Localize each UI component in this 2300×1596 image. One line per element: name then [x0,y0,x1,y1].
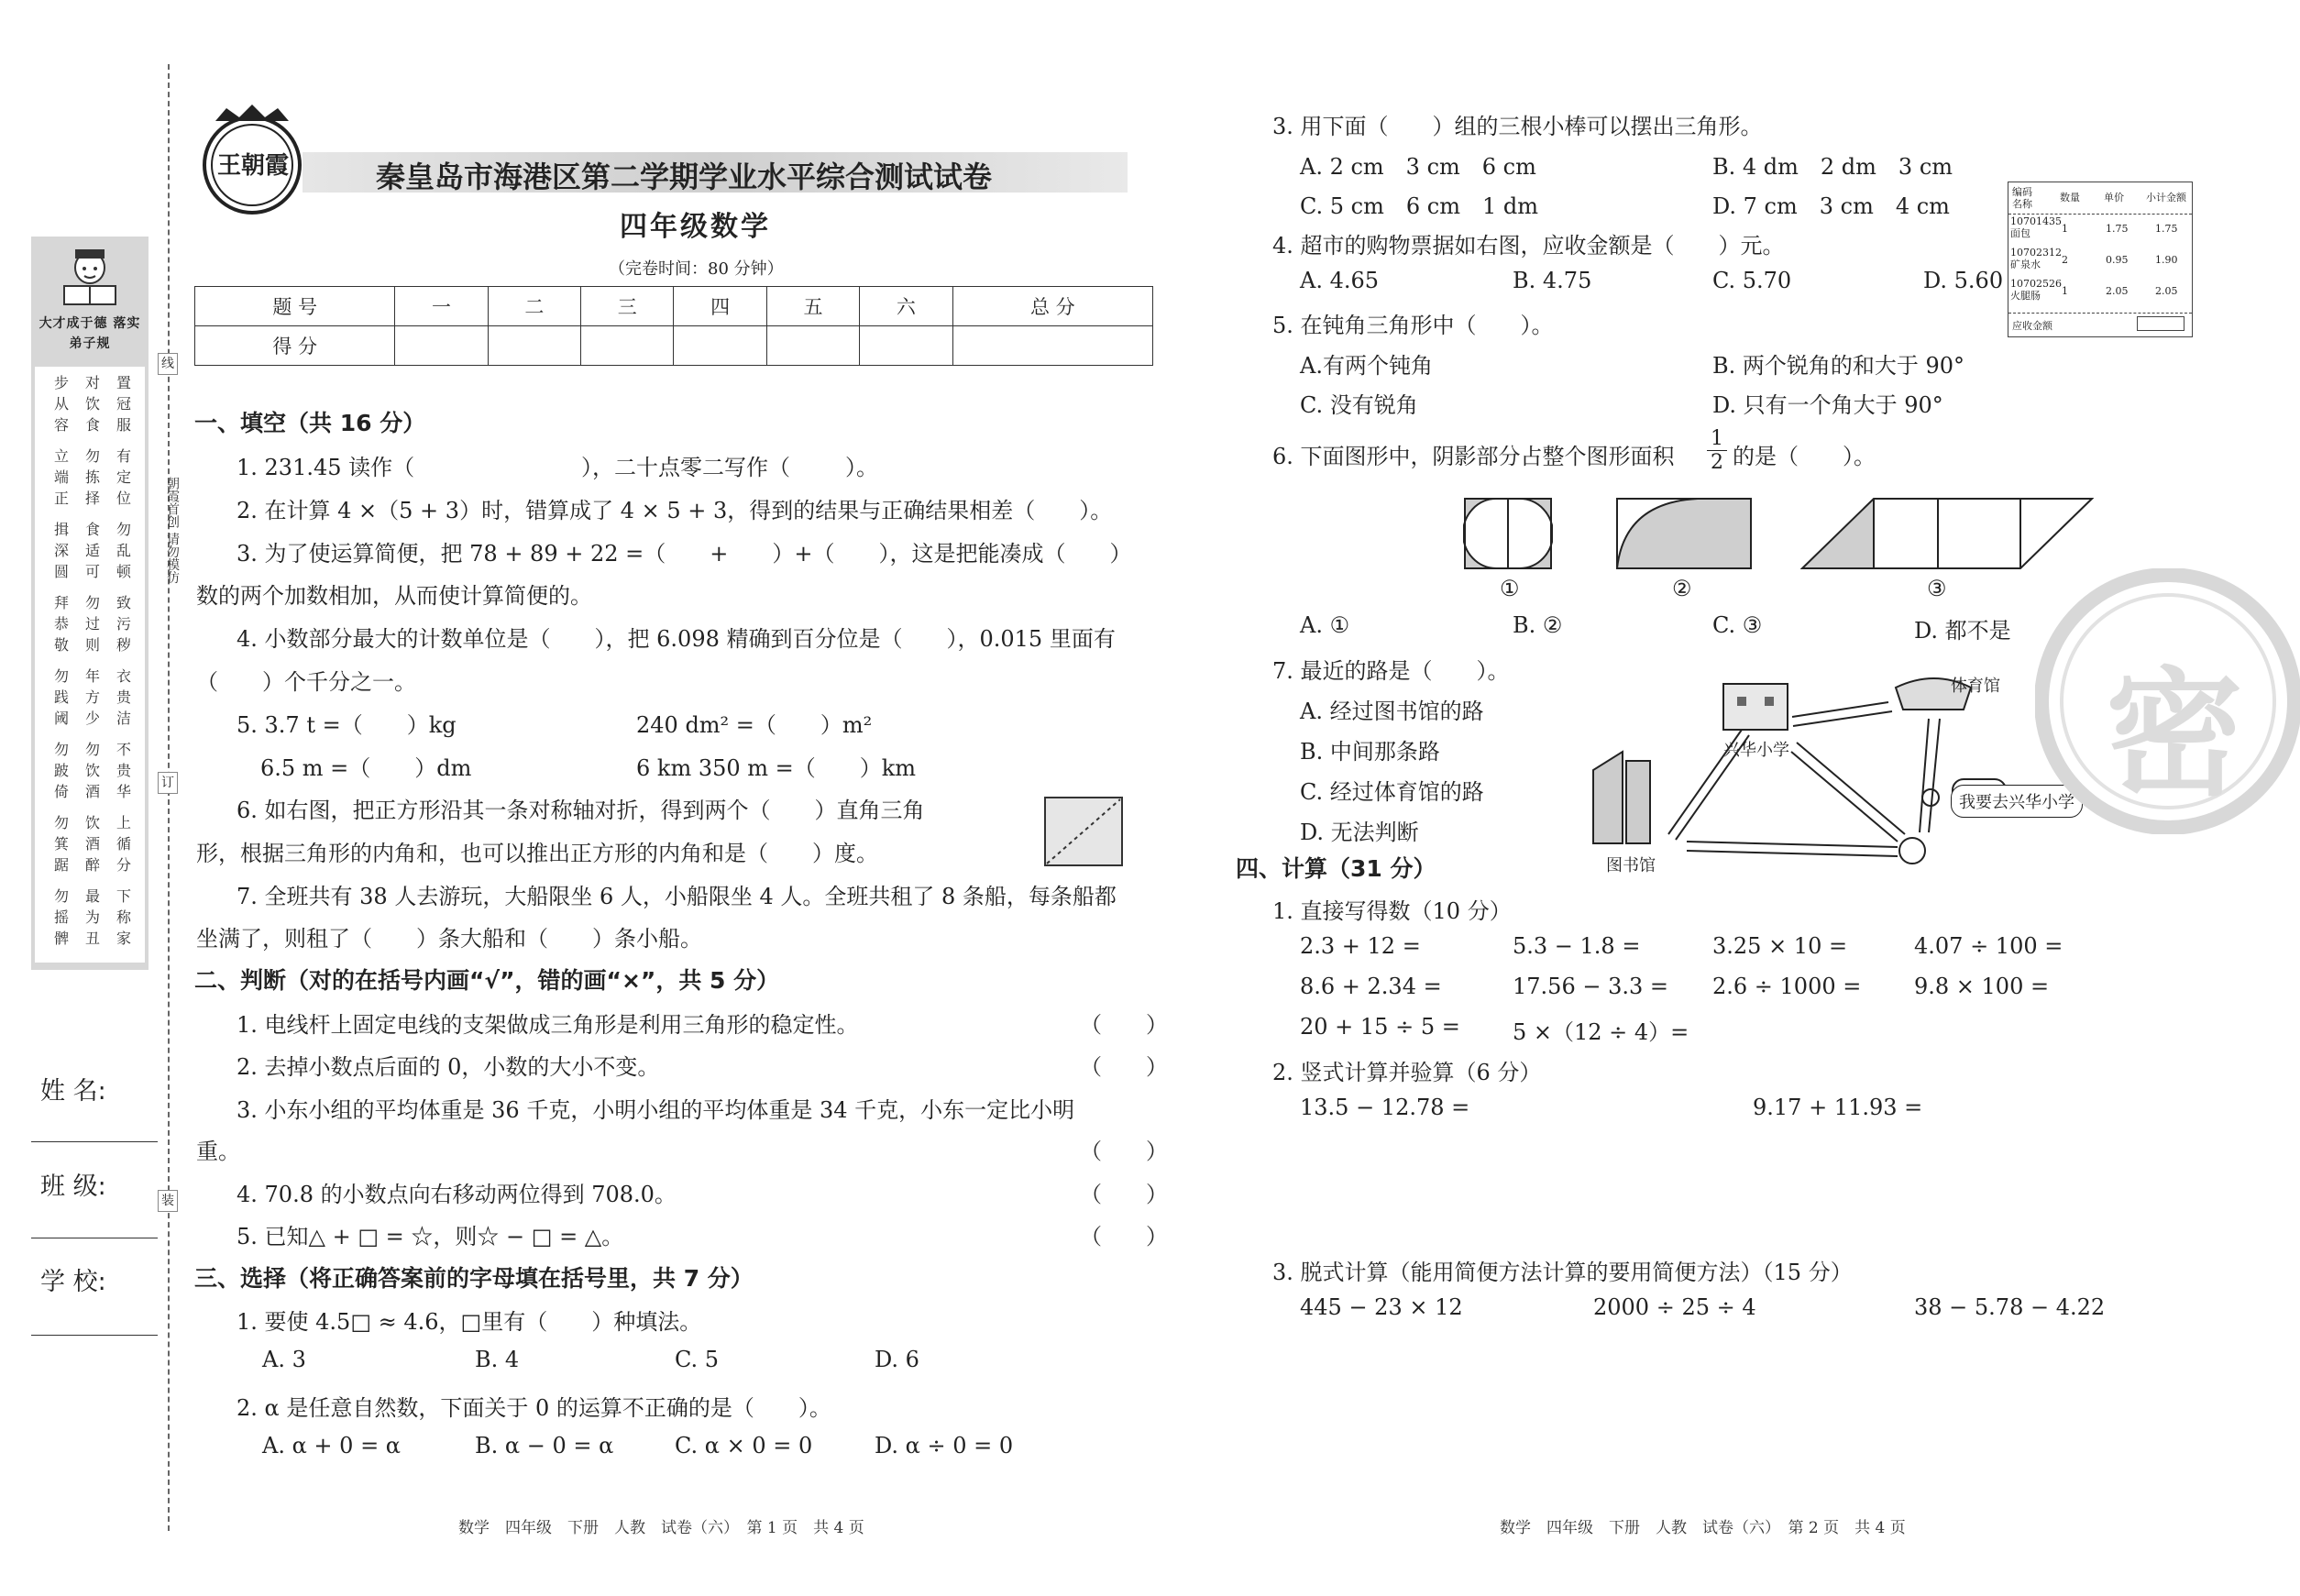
receipt-row-3-price: 2.05 [2106,285,2129,297]
section2-heading: 二、判断（对的在括号内画“√”，错的画“×”，共 5 分） [194,967,780,994]
s3-q3-option-b[interactable]: B. 4 dm 2 dm 3 cm [1712,154,1953,180]
score-input[interactable] [952,326,1152,366]
s1-q6-line2: 形，根据三角形的内角和，也可以推出正方形的内角和是（ ）度。 [196,841,878,866]
s1-q5d: 6 km 350 m =（ ）km [636,755,917,781]
calc-item: 5 ×（12 ÷ 4）= [1513,1019,1689,1045]
receipt-total-label: 应收金额 [2012,320,2052,332]
section4-heading: 四、计算（31 分） [1236,855,1436,882]
calc-item: 9.8 × 100 = [1914,974,2050,999]
s3-q5-option-b[interactable]: B. 两个锐角的和大于 90° [1712,353,1965,379]
motto-column: 勿拣择 [84,447,100,507]
s3-q6-part2: 的是（ ）。 [1733,444,1876,469]
motto-column: 食适可 [84,521,100,580]
s3-q3-option-c[interactable]: C. 5 cm 6 cm 1 dm [1300,193,1538,219]
motto-column: 拜恭敬 [53,594,69,654]
shape-1-semicircles [1463,497,1553,570]
s3-q5-option-d[interactable]: D. 只有一个角大于 90° [1712,392,1943,418]
receipt-header-subtotal: 小计金额 [2146,192,2186,204]
s2-item-3-cont: 重。 [196,1139,240,1164]
score-cell: 四 [674,287,766,326]
motto-column: 衣贵洁 [116,667,131,727]
s4-q2-title: 2. 竖式计算并验算（6 分） [1272,1060,1542,1085]
s2-answer-3[interactable]: （ ） [1080,1139,1168,1164]
motto-column: 勿摇髀 [53,887,69,947]
motto-column: 揖深圆 [53,521,69,580]
fraction-denominator: 2 [1711,451,1723,474]
motto-column: 下称家 [116,887,131,947]
score-cell: 题 号 [195,287,395,326]
s3-q2-option-b[interactable]: B. α − 0 = α [475,1433,614,1458]
s3-q1: 1. 要使 4.5□ ≈ 4.6，□里有（ ）种填法。 [237,1309,702,1335]
motto-column: 最为丑 [84,887,100,947]
confidential-stamp-char: 密 [2105,655,2243,815]
stepwise-calc-item: 38 − 5.78 − 4.22 [1914,1294,2106,1320]
motto-column: 立端正 [53,447,69,507]
score-input[interactable] [395,326,488,366]
s3-q4-option-c[interactable]: C. 5.70 [1712,268,1792,293]
class-label: 班 级: [40,1172,106,1201]
binding-label-ding: 订 [158,772,178,794]
motto-column: 置冠服 [116,374,131,434]
calc-item: 3.25 × 10 = [1712,933,1848,959]
s2-answer-5[interactable]: （ ） [1080,1224,1168,1249]
vertical-calc-item: 9.17 + 11.93 = [1753,1095,1923,1120]
score-cell: 一 [395,287,488,326]
s3-q6-option-b[interactable]: B. ② [1513,612,1563,638]
map-speech-bubble: 我要去兴华小学 [1951,785,2083,818]
score-cell: 得 分 [195,326,395,366]
scholar-figure [59,244,121,308]
calc-item: 17.56 − 3.3 = [1513,974,1668,999]
binding-label-line: 线 [158,353,178,375]
s3-q5-option-a[interactable]: A.有两个钝角 [1300,353,1433,379]
receipt-header-price: 单价 [2104,192,2124,204]
receipt-row-1-sub: 1.75 [2155,223,2178,235]
s1-q7-line1: 7. 全班共有 38 人去游玩，大船限坐 6 人，小船限坐 4 人。全班共租了 8 条船，每条船都 [237,884,1117,909]
motto-column: 勿饮酒 [84,741,100,800]
motto-column: 对饮食 [84,374,100,434]
shape-2-quarter-circle [1615,497,1753,570]
s3-q4: 4. 超市的购物票据如右图，应收金额是（ ）元。 [1272,233,1785,259]
motto-column: 上循分 [116,814,131,874]
s3-q2-option-d[interactable]: D. α ÷ 0 = 0 [875,1433,1014,1458]
score-cell: 五 [766,287,859,326]
calc-item: 4.07 ÷ 100 = [1914,933,2063,959]
shape-label-2: ② [1672,576,1692,601]
s1-q1-part3: ）。 [845,455,878,480]
map-label-school: 兴华小学 [1723,741,1789,760]
section1-heading: 一、填空（共 16 分） [194,410,426,436]
receipt-row-2-sub: 1.90 [2155,254,2178,266]
motto-column: 不贵华 [116,741,131,800]
receipt-row-3-code: 10702526 火腿肠 [2010,278,2062,302]
score-cell: 三 [581,287,674,326]
s3-q7-option-d[interactable]: D. 无法判断 [1300,820,1419,845]
s1-q7-line2: 坐满了，则租了（ ）条大船和（ ）条小船。 [196,926,702,952]
s2-answer-2[interactable]: （ ） [1080,1054,1168,1080]
s1-q1-part2: ），二十点零二写作（ [581,455,790,480]
cyclist-icon [1899,838,1925,864]
receipt-divider [2008,313,2192,314]
vertical-calc-item: 13.5 − 12.78 = [1300,1095,1470,1120]
s1-q4-line1: 4. 小数部分最大的计数单位是（ ），把 6.098 精确到百分位是（ ），0.015 里面有 [237,626,1116,652]
motto-column: 勿过则 [84,594,100,654]
footer-right: 数学 四年级 下册 人教 试卷（六） 第 2 页 共 4 页 [1500,1519,1906,1537]
receipt [2008,182,2193,337]
motto-column: 勿箕踞 [53,814,69,874]
map-label-library: 图书馆 [1606,856,1656,875]
s2-item-3: 3. 小东小组的平均体重是 36 千克，小明小组的平均体重是 34 千克，小东一定比小明 [237,1097,1075,1123]
exam-subtitle: 四年级数学 [620,211,771,243]
motto-column: 致污秽 [116,594,131,654]
fraction-numerator: 1 [1707,427,1727,451]
motto-column: 年方少 [84,667,100,727]
shape-label-1: ① [1500,576,1520,601]
score-input[interactable] [766,326,859,366]
s2-answer-1[interactable]: （ ） [1080,1012,1168,1038]
receipt-row-1-code: 10701435 面包 [2010,215,2062,239]
score-table [194,286,1153,366]
s2-answer-4[interactable]: （ ） [1080,1182,1168,1207]
receipt-header-code: 编码 名称 [2012,186,2032,210]
score-input[interactable] [674,326,766,366]
s1-q5c: 6.5 m =（ ）dm [260,755,472,781]
s3-q7-option-b[interactable]: B. 中间那条路 [1300,739,1440,765]
fraction-one-half [1707,427,1727,474]
s3-q6-option-a[interactable]: A. ① [1300,612,1350,638]
s1-q3-line1: 3. 为了使运算简便，把 78 + 89 + 22 =（ + ）+（ ），这是把能凑成（ ） [237,541,1132,567]
s2-item-5: 5. 已知△ + □ = ☆，则☆ − □ = △。 [237,1224,624,1249]
s3-q3: 3. 用下面（ ）组的三根小棒可以摆出三角形。 [1272,114,1763,139]
score-input[interactable] [860,326,952,366]
s1-q5b: 240 dm² =（ ）m² [636,712,873,738]
s1-q1-part1: 1. 231.45 读作（ [237,455,415,480]
stepwise-calc-item: 2000 ÷ 25 ÷ 4 [1593,1294,1756,1320]
s3-q3-option-a[interactable]: A. 2 cm 3 cm 6 cm [1300,154,1536,180]
s3-q6-option-d[interactable]: D. 都不是 [1914,618,2011,644]
binding-dashed-line [168,64,170,1531]
s3-q7-option-a[interactable]: A. 经过图书馆的路 [1300,699,1484,724]
score-row-header [195,287,1153,326]
brand-logo-text: 王朝霞 [216,152,289,180]
shape-3-parallelogram [1800,497,2094,570]
s3-q7: 7. 最近的路是（ ）。 [1272,658,1510,684]
receipt-divider [2008,214,2192,215]
calc-item: 2.3 + 12 = [1300,933,1421,959]
s3-q5-option-c[interactable]: C. 没有锐角 [1300,392,1418,418]
folded-square-figure [1043,796,1124,867]
s3-q2-option-c[interactable]: C. α × 0 = 0 [675,1433,813,1458]
s3-q1-option-a[interactable]: A. 3 [262,1347,306,1372]
score-input[interactable] [581,326,674,366]
receipt-row-3-qty: 1 [2062,285,2068,297]
calc-item: 5.3 − 1.8 = [1513,933,1641,959]
s1-q5a: 5. 3.7 t =（ ）kg [237,712,457,738]
receipt-row-2-code: 10702312 矿泉水 [2010,247,2062,270]
binding-label-zhuang: 装 [158,1190,178,1212]
s3-q5: 5. 在钝角三角形中（ ）。 [1272,313,1554,338]
s3-q7-option-c[interactable]: C. 经过体育馆的路 [1300,779,1484,805]
motto-column: 勿跛倚 [53,741,69,800]
s4-q3-title: 3. 脱式计算（能用简便方法计算的要用简便方法）（15 分） [1272,1260,1853,1285]
motto-columns [35,367,145,963]
motto-text: 大才成于德 落实弟子规 [39,316,141,351]
route-map [1586,669,2008,880]
school-building-icon [1723,684,1788,730]
time-note: （完卷时间：80 分钟） [609,259,784,279]
s3-q3-option-d[interactable]: D. 7 cm 3 cm 4 cm [1712,193,1950,219]
score-cell: 总 分 [952,287,1152,326]
copyright-note: 朝霞首创 请勿模仿 [165,477,180,584]
s2-item-2: 2. 去掉小数点后面的 0，小数的大小不变。 [237,1054,660,1080]
school-field[interactable] [31,1335,158,1336]
school-label: 学 校: [40,1268,106,1296]
s3-q4-option-d[interactable]: D. 5.60 [1923,268,2004,293]
s2-item-1: 1. 电线杆上固定电线的支架做成三角形是利用三角形的稳定性。 [237,1012,859,1038]
motto-column: 勿践阈 [53,667,69,727]
s3-q2: 2. α 是任意自然数，下面关于 0 的运算不正确的是（ ）。 [237,1395,831,1421]
receipt-header-qty: 数量 [2060,192,2080,204]
section3-heading: 三、选择（将正确答案前的字母填在括号里，共 7 分） [194,1265,754,1292]
s4-q1-title: 1. 直接写得数（10 分） [1272,898,1512,924]
name-field[interactable] [31,1141,158,1142]
receipt-row-1-price: 1.75 [2106,223,2129,235]
receipt-total-box [2137,316,2184,331]
motto-panel [31,237,149,970]
library-building-icon [1593,752,1650,843]
receipt-row-1-qty: 1 [2062,223,2068,235]
map-label-gym: 体育馆 [1951,677,2000,696]
motto-column: 有定位 [116,447,131,507]
exam-title: 秦皇岛市海港区第二学期学业水平综合测试试卷 [376,160,993,194]
s3-q2-option-a[interactable]: A. α + 0 = α [262,1433,402,1458]
footer-left: 数学 四年级 下册 人教 试卷（六） 第 1 页 共 4 页 [458,1519,864,1537]
s3-q6-part1: 6. 下面图形中，阴影部分占整个图形面积 [1272,444,1675,469]
receipt-row-2-price: 0.95 [2106,254,2129,266]
shape-label-3: ③ [1927,576,1947,601]
s3-q1-option-b[interactable]: B. 4 [475,1347,520,1372]
motto-column: 饮酒醉 [84,814,100,874]
score-cell: 六 [860,287,952,326]
s1-q4-line2: （ ）个千分之一。 [196,669,416,695]
s2-item-4: 4. 70.8 的小数点向右移动两位得到 708.0。 [237,1182,677,1207]
calc-item: 8.6 + 2.34 = [1300,974,1442,999]
receipt-row-2-qty: 2 [2062,254,2068,266]
s1-q3-line2: 数的两个加数相加，从而使计算简便的。 [196,583,592,609]
s1-q6-line1: 6. 如右图，把正方形沿其一条对称轴对折，得到两个（ ）直角三角 [237,798,925,823]
score-row-values [195,326,1153,366]
score-input[interactable] [488,326,580,366]
motto-column: 步从容 [53,374,69,434]
score-cell: 二 [488,287,580,326]
receipt-row-3-sub: 2.05 [2155,285,2178,297]
s3-q4-option-b[interactable]: B. 4.75 [1513,268,1592,293]
name-label: 姓 名: [40,1077,106,1106]
motto-column: 勿乱顿 [116,521,131,580]
calc-item: 2.6 ÷ 1000 = [1712,974,1862,999]
s3-q1-option-d[interactable]: D. 6 [875,1347,919,1372]
s1-q2: 2. 在计算 4 ×（5 + 3）时，错算成了 4 × 5 + 3，得到的结果与正确结果相差（ ）。 [237,498,1113,523]
s3-q4-option-a[interactable]: A. 4.65 [1300,268,1380,293]
s3-q6-option-c[interactable]: C. ③ [1712,612,1763,638]
stepwise-calc-item: 445 − 23 × 12 [1300,1294,1463,1320]
s3-q1-option-c[interactable]: C. 5 [675,1347,720,1372]
calc-item: 20 + 15 ÷ 5 = [1300,1014,1460,1040]
